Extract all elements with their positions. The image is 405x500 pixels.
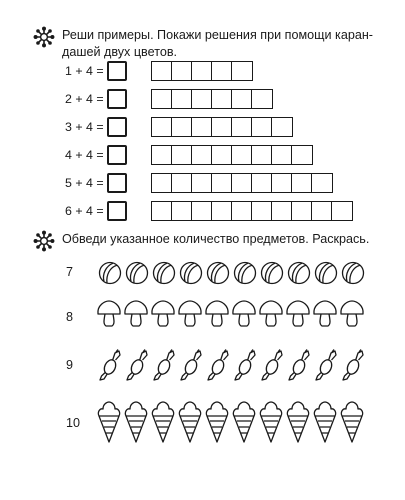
cell[interactable]: [172, 90, 192, 108]
task-1-text: [62, 27, 373, 61]
equation-row-5: [65, 173, 127, 193]
snowflake-icon: [33, 230, 55, 252]
cell-strip-6: [151, 201, 353, 221]
cell[interactable]: [152, 202, 172, 220]
cell[interactable]: [272, 146, 292, 164]
cell[interactable]: [272, 174, 292, 192]
answer-box[interactable]: [107, 117, 127, 137]
cell[interactable]: [172, 202, 192, 220]
cell[interactable]: [172, 118, 192, 136]
snowflake-icon: [33, 26, 55, 48]
cell[interactable]: [252, 174, 272, 192]
cell[interactable]: [272, 202, 292, 220]
task-1-line-2: дашей двух цветов.: [62, 45, 178, 59]
cell[interactable]: [212, 146, 232, 164]
cell[interactable]: [212, 90, 232, 108]
row-number-7: 7: [66, 265, 74, 279]
ice-cream-cone-icon[interactable]: [287, 402, 308, 442]
ball-icon[interactable]: [289, 263, 310, 284]
row-number-8: 8: [66, 310, 74, 324]
ball-icon[interactable]: [154, 263, 175, 284]
ice-cream-cone-icon[interactable]: [206, 402, 227, 442]
ice-cream-cone-icon[interactable]: [179, 402, 200, 442]
candy-icon[interactable]: [262, 350, 282, 381]
mushroom-icon[interactable]: [260, 301, 282, 326]
cell[interactable]: [232, 90, 252, 108]
ice-cream-row: [96, 399, 368, 445]
cell[interactable]: [192, 174, 212, 192]
ball-icon[interactable]: [235, 263, 256, 284]
cell[interactable]: [292, 146, 312, 164]
cell[interactable]: [312, 202, 332, 220]
cell[interactable]: [312, 174, 332, 192]
mushroom-icon[interactable]: [341, 301, 363, 326]
ball-icon[interactable]: [181, 263, 202, 284]
candy-icon[interactable]: [100, 350, 120, 381]
cell[interactable]: [232, 146, 252, 164]
cell[interactable]: [192, 118, 212, 136]
cell[interactable]: [252, 118, 272, 136]
mushroom-icon[interactable]: [206, 301, 228, 326]
cell-strip-3: [151, 117, 293, 137]
cell-strip-5: [151, 173, 333, 193]
equation-row-1: [65, 61, 127, 81]
cell-strip-2: [151, 89, 273, 109]
cell[interactable]: [252, 202, 272, 220]
cell[interactable]: [212, 202, 232, 220]
cell[interactable]: [272, 118, 292, 136]
ice-cream-cone-icon[interactable]: [233, 402, 254, 442]
cell[interactable]: [212, 174, 232, 192]
cell[interactable]: [332, 202, 352, 220]
task-1-heading: [33, 26, 373, 61]
candy-icon[interactable]: [343, 350, 363, 381]
mushroom-icon[interactable]: [179, 301, 201, 326]
mushroom-icon[interactable]: [287, 301, 309, 326]
mushroom-icon[interactable]: [233, 301, 255, 326]
answer-box[interactable]: [107, 89, 127, 109]
equation-text: 6 + 4 =: [65, 204, 104, 218]
ball-icon[interactable]: [316, 263, 337, 284]
task-2-heading: [33, 230, 369, 252]
equation-text: 1 + 4 =: [65, 64, 104, 78]
answer-box[interactable]: [107, 201, 127, 221]
answer-box[interactable]: [107, 61, 127, 81]
cell[interactable]: [212, 118, 232, 136]
equation-text: 3 + 4 =: [65, 120, 104, 134]
equation-row-4: [65, 145, 127, 165]
cell[interactable]: [152, 90, 172, 108]
cell[interactable]: [172, 146, 192, 164]
ice-cream-cone-icon[interactable]: [125, 402, 146, 442]
cell[interactable]: [252, 90, 272, 108]
cell[interactable]: [192, 146, 212, 164]
ice-cream-cone-icon[interactable]: [98, 402, 119, 442]
cell[interactable]: [232, 62, 252, 80]
mushroom-icon[interactable]: [98, 301, 120, 326]
candy-icon[interactable]: [289, 350, 309, 381]
cell[interactable]: [172, 62, 192, 80]
candy-row: [96, 347, 368, 383]
mushroom-icon[interactable]: [314, 301, 336, 326]
cell[interactable]: [232, 202, 252, 220]
ball-row: [96, 260, 368, 286]
cell[interactable]: [152, 118, 172, 136]
cell[interactable]: [232, 118, 252, 136]
ice-cream-cone-icon[interactable]: [341, 402, 362, 442]
candy-icon[interactable]: [208, 350, 228, 381]
ball-icon[interactable]: [343, 263, 364, 284]
equation-row-3: [65, 117, 127, 137]
equation-text: 5 + 4 =: [65, 176, 104, 190]
ball-icon[interactable]: [127, 263, 148, 284]
ice-cream-cone-icon[interactable]: [260, 402, 281, 442]
candy-icon[interactable]: [154, 350, 174, 381]
equation-row-6: [65, 201, 127, 221]
cell[interactable]: [192, 62, 212, 80]
answer-box[interactable]: [107, 145, 127, 165]
cell[interactable]: [152, 146, 172, 164]
cell-strip-1: [151, 61, 253, 81]
equation-text: 4 + 4 =: [65, 148, 104, 162]
cell[interactable]: [172, 174, 192, 192]
answer-box[interactable]: [107, 173, 127, 193]
mushroom-icon[interactable]: [125, 301, 147, 326]
row-number-9: 9: [66, 358, 74, 372]
mushroom-row: [96, 298, 368, 328]
ice-cream-cone-icon[interactable]: [314, 402, 335, 442]
equation-row-2: [65, 89, 127, 109]
candy-icon[interactable]: [316, 350, 336, 381]
ice-cream-cone-icon[interactable]: [152, 402, 173, 442]
cell[interactable]: [192, 90, 212, 108]
cell[interactable]: [212, 62, 232, 80]
cell[interactable]: [152, 174, 172, 192]
cell[interactable]: [252, 146, 272, 164]
cell[interactable]: [292, 174, 312, 192]
task-2-text: Обведи указанное количество предметов. Раскрась.: [62, 232, 370, 246]
candy-icon[interactable]: [127, 350, 147, 381]
cell[interactable]: [192, 202, 212, 220]
task-1-line-1: Реши примеры. Покажи решения при помощи каран-: [62, 28, 373, 42]
equation-text: 2 + 4 =: [65, 92, 104, 106]
candy-icon[interactable]: [235, 350, 255, 381]
cell[interactable]: [232, 174, 252, 192]
ball-icon[interactable]: [208, 263, 229, 284]
cell[interactable]: [152, 62, 172, 80]
ball-icon[interactable]: [262, 263, 283, 284]
cell-strip-4: [151, 145, 313, 165]
candy-icon[interactable]: [181, 350, 201, 381]
cell[interactable]: [292, 202, 312, 220]
mushroom-icon[interactable]: [152, 301, 174, 326]
row-number-10: 10: [66, 416, 81, 430]
ball-icon[interactable]: [100, 263, 121, 284]
